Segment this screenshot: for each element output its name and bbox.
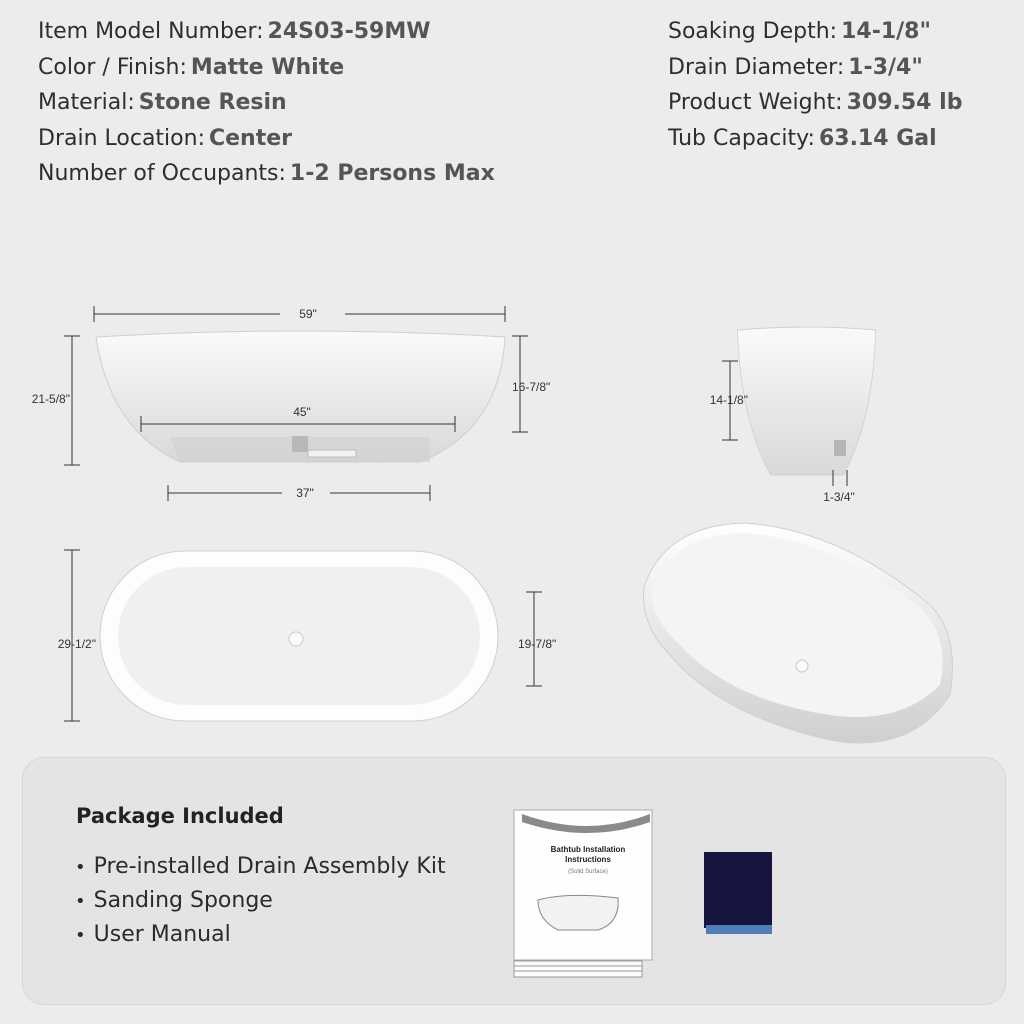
manual-subtitle: (Solid Surface) bbox=[568, 869, 608, 875]
package-item-label: User Manual bbox=[93, 922, 231, 947]
end-view-diagram bbox=[700, 320, 900, 515]
dim-top-width-label: 29-1/2" bbox=[57, 637, 96, 651]
spec-product-weight bbox=[668, 85, 962, 121]
tub-perspective-drain bbox=[796, 660, 808, 672]
dim-end-depth-label: 14-1/8" bbox=[709, 393, 748, 407]
dim-length-label: 59" bbox=[299, 307, 317, 321]
spec-value: Stone Resin bbox=[138, 90, 287, 115]
bullet-icon: • bbox=[75, 891, 86, 912]
spec-value: Matte White bbox=[190, 54, 345, 80]
manual-title-1: Bathtub Installation bbox=[550, 845, 626, 854]
package-item bbox=[75, 850, 446, 884]
sponge-body bbox=[704, 852, 772, 928]
spec-drain-diameter bbox=[668, 50, 962, 86]
manual-title-2: Instructions bbox=[565, 855, 611, 864]
specs-right bbox=[668, 14, 962, 156]
end-drain bbox=[834, 440, 846, 456]
spec-color-finish bbox=[38, 50, 495, 86]
spec-label: Number of Occupants: bbox=[38, 161, 286, 186]
spec-model-number bbox=[38, 14, 495, 50]
tub-perspective-rim bbox=[652, 533, 943, 717]
dim-inner-depth-label: 16-7/8" bbox=[512, 380, 551, 394]
dim-base-label: 37" bbox=[296, 486, 314, 500]
package-item-label: Sanding Sponge bbox=[93, 888, 273, 913]
spec-label: Color / Finish: bbox=[38, 54, 187, 80]
spec-value: 1-2 Persons Max bbox=[289, 161, 495, 186]
package-item-label: Pre-installed Drain Assembly Kit bbox=[93, 854, 446, 879]
spec-drain-location bbox=[38, 121, 495, 157]
drain-pipe bbox=[292, 436, 308, 452]
spec-value: 14-1/8" bbox=[841, 19, 931, 44]
spec-value: Center bbox=[208, 125, 292, 151]
spec-value: 309.54 lb bbox=[846, 90, 963, 115]
package-title: Package Included bbox=[76, 804, 284, 828]
spec-value: 1-3/4" bbox=[848, 54, 923, 80]
tub-end-profile bbox=[737, 327, 875, 475]
bullet-icon: • bbox=[75, 925, 86, 946]
spec-value: 63.14 Gal bbox=[818, 125, 937, 151]
perspective-view bbox=[630, 515, 970, 755]
spec-label: Drain Location: bbox=[38, 125, 205, 151]
spec-value: 24S03-59MW bbox=[267, 19, 431, 44]
package-list bbox=[75, 850, 446, 952]
package-panel bbox=[22, 757, 1006, 1005]
spec-label: Item Model Number: bbox=[38, 19, 264, 44]
spec-label: Product Weight: bbox=[668, 90, 843, 115]
spec-soaking-depth bbox=[668, 14, 962, 50]
spec-material bbox=[38, 85, 495, 121]
tub-top-drain bbox=[289, 632, 303, 646]
spec-label: Soaking Depth: bbox=[668, 19, 838, 44]
dim-inner-length-label: 45" bbox=[293, 405, 311, 419]
sponge-base bbox=[706, 925, 772, 934]
drain-outlet bbox=[308, 450, 356, 457]
dim-height-label: 21-5/8" bbox=[31, 392, 70, 406]
dim-top-width-line bbox=[64, 550, 80, 721]
dim-end-drain-label: 1-3/4" bbox=[823, 490, 855, 504]
bullet-icon: • bbox=[75, 857, 86, 878]
sanding-sponge-image bbox=[698, 848, 778, 943]
top-view-diagram bbox=[40, 545, 580, 730]
package-item bbox=[75, 918, 446, 952]
spec-label: Material: bbox=[38, 90, 135, 115]
specs-left bbox=[38, 14, 495, 192]
spec-label: Tub Capacity: bbox=[668, 125, 815, 151]
manual-tub-illustration bbox=[538, 895, 618, 930]
package-item bbox=[75, 884, 446, 918]
spec-occupants bbox=[38, 156, 495, 192]
spec-label: Drain Diameter: bbox=[668, 54, 845, 80]
spec-tub-capacity bbox=[668, 121, 962, 157]
side-view-diagram bbox=[0, 290, 560, 515]
dim-top-inner-label: 19-7/8" bbox=[518, 637, 557, 651]
manual-booklet-image bbox=[508, 808, 688, 983]
